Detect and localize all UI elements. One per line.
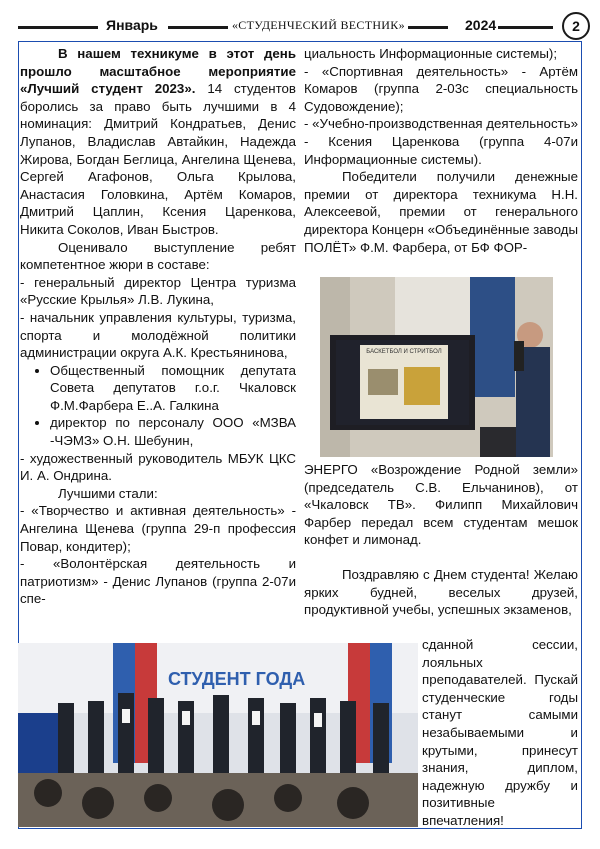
jury-member: • директор по персоналу ООО «МЗВА -ЧЭМЗ» О.Н. Шебунин, (50, 414, 296, 449)
right-column-middle (304, 461, 578, 619)
jury-member: - начальник управления культуры, туризма, спорта и молодёжной политики администрации округа А.К. Крестьянинова, (20, 309, 296, 361)
winners-intro: Лучшими стали: (58, 485, 158, 501)
screen-title: БАСКЕТБОЛ И СТРИТБОЛ (366, 349, 442, 355)
header-month: Январь (106, 17, 158, 33)
left-column (20, 45, 296, 608)
jury-member: • Общественный помощник депутата Совета депутатов г.о.г. Чкаловск Ф.М.Фарбера Е..А. Галкина (50, 362, 296, 415)
header-rule (498, 26, 553, 29)
header-year: 2024 (465, 17, 497, 33)
jury-intro: Оценивало выступление ребят компетентное жюри в составе: (20, 239, 296, 273)
newspaper-title: «СТУДЕНЧЕСКИЙ ВЕСТНИК» (232, 18, 405, 32)
banner-text: СТУДЕНТ ГОДА (168, 669, 306, 689)
presentation-photo (320, 277, 553, 457)
winner-entry: циальность Информационные системы); (304, 46, 558, 61)
greeting-paragraph: Поздравляю с Днем студента! Желаю ярких будней, веселых друзей, продуктивной учебы, успешных экзаменов, (304, 566, 578, 618)
greeting-continued: сданной сессии, лояльных преподавателей. Пускай студенческие годы станут самыми незабываемыми и крутыми, принесут знания, диплом, надежную дружбу и позитивные впечатления! (422, 637, 578, 828)
jury-bullet-list (20, 362, 296, 450)
page-number: 2 (562, 12, 590, 40)
page-header (18, 12, 583, 40)
winner-entry: - «Творчество и активная деятельность» - Ангелина Щенева (группа 29-п профессия Повар, кондитер); (20, 503, 296, 554)
right-column-top (304, 45, 578, 256)
winner-entry: - «Спортивная деятельность» - Артём Комаров (группа 2-03с специальность Судовождение); (304, 63, 578, 114)
header-rule (18, 26, 98, 29)
prizes-paragraph: Победители получили денежные премии от директора техникума Н.Н. Алексеевой, премии от генерального директора Концерн «Объединённые заводы ПОЛЁТ» Ф.М. Фарбера, от БФ ФОР- (304, 169, 578, 255)
prizes-continued: ЭНЕРГО «Возрождение Родной земли» (председатель С.В. Ельчанинов), от «Чкаловск ТВ». Филипп Михайлович Фарбер передал всем студентам мешок конфет и лимонад. (304, 462, 578, 548)
ceremony-scene (18, 643, 418, 827)
jury-member: - художественный руководитель МБУК ЦКС И. А. Ондрина. (20, 450, 296, 484)
winner-entry: - «Учебно-производственная деятельность» - Ксения Царенкова (группа 4-07и Информационные системы). (304, 116, 578, 167)
intro-lead: В нашем техникуме в этот день прошло масштабное мероприятие «Лучший студент 2023». (20, 46, 296, 97)
ceremony-photo (18, 643, 418, 827)
intro-text: 14 студентов боролись за право быть лучшими в 4 номинация: Дмитрий Кондратьев, Денис Лупанов, Владислав Автайкин, Надежда Жирова, Богдан Беглица, Ангелина Щенева, Сергей Агафонов, Ольга Крылова, Анастасия Головкина, Артём Комаров, Дмитрий Цаплин, Ксения Царенкова, Никита Соколов, Иван Быстров. (20, 81, 296, 237)
presentation-scene (320, 277, 553, 457)
winner-entry: - «Волонтёрская деятельность и патриотизм» - Денис Лупанов (группа 2-07и спе- (20, 556, 296, 607)
header-rule (168, 26, 228, 29)
jury-member: - генеральный директор Центра туризма «Русские Крылья» Л.В. Лукина, (20, 274, 296, 308)
right-column-bottom (422, 636, 578, 830)
header-rule (408, 26, 448, 29)
